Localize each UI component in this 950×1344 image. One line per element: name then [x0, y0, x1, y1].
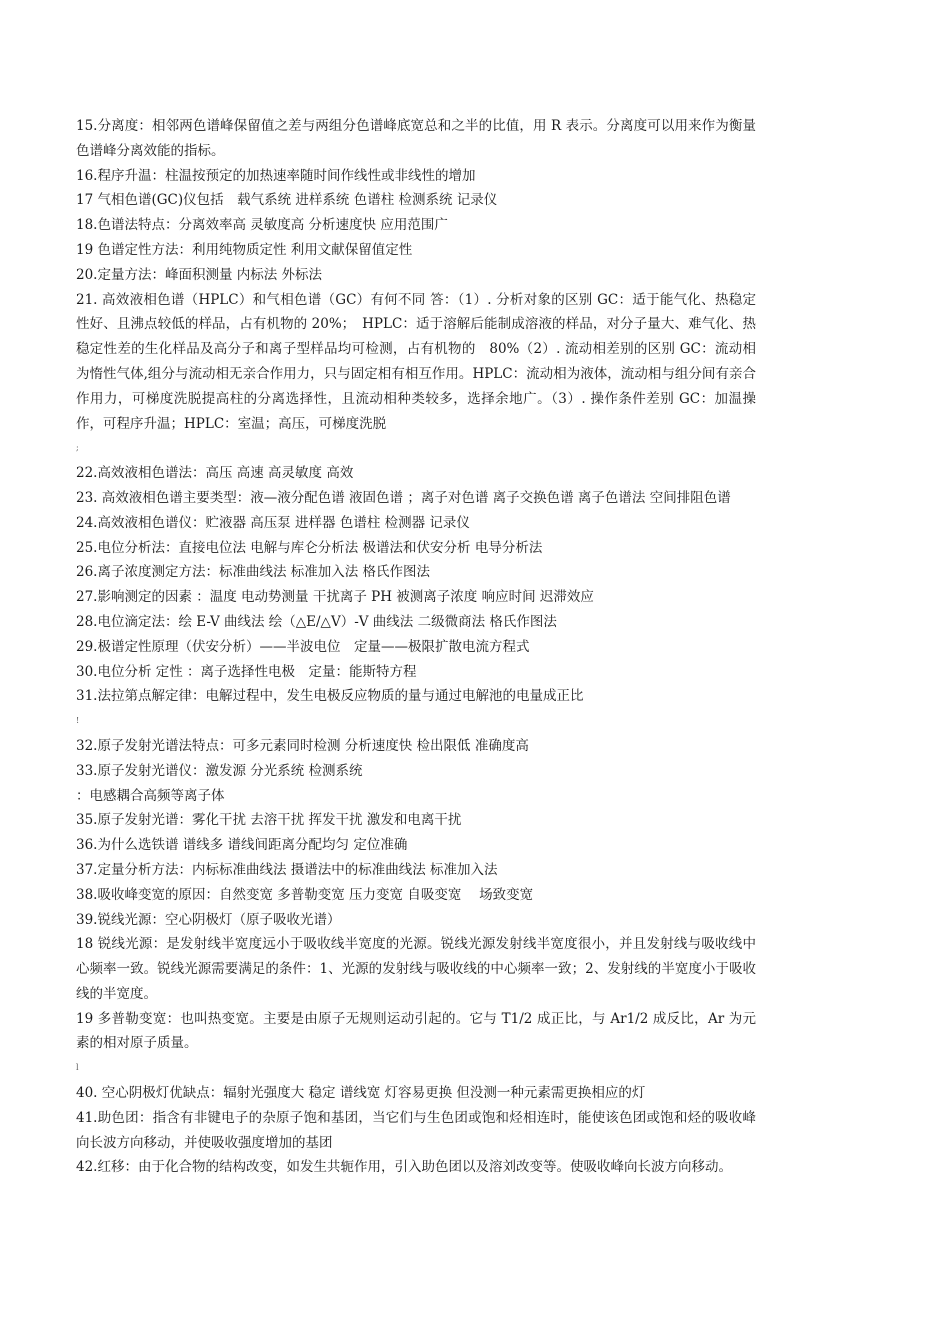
para-16: 16.程序升温：柱温按预定的加热速率随时间作线性或非线性的增加 — [76, 167, 476, 184]
para-17: 17 气相色谱(GC)仪包括 载气系统 进样系统 色谱柱 检测系统 记录仪 — [76, 192, 498, 209]
para-33: 33.原子发射光谱仪：激发源 分光系统 检测系统 — [76, 762, 363, 779]
para-41: 41.助色团：指含有非键电子的杂原子饱和基团，当它们与生色团或饱和烃相连时，能使该色团或饱和烃的吸收峰向长波方向移动，并使吸收强度增加的基团 — [76, 1109, 756, 1151]
para-20: 20.定量方法：峰面积测量 内标法 外标法 — [76, 266, 323, 283]
para-19: 19 色谱定性方法：利用纯物质定性 利用文献保留值定性 — [76, 241, 413, 258]
para-35: 35.原子发射光谱：雾化干扰 去溶干扰 挥发干扰 激发和电离干扰 — [76, 812, 462, 829]
para-31: 31.法拉第点解定律：电解过程中，发生电极反应物质的量与通过电解池的电量成正比 — [76, 688, 584, 705]
stray-mark-2: ! — [76, 716, 80, 726]
para-37: 37.定量分析方法：内标标准曲线法 摄谱法中的标准曲线法 标准加入法 — [76, 861, 498, 878]
para-30: 30.电位分析 定性 ：离子选择性电极 定量：能斯特方程 — [76, 663, 417, 680]
stray-mark-1: ; — [76, 443, 79, 453]
para-32: 32.原子发射光谱法特点：可多元素同时检测 分析速度快 检出限低 准确度高 — [76, 737, 529, 754]
para-15: 15.分离度：相邻两色谱峰保留值之差与两组分色谱峰底宽总和之半的比值，用 R 表示。分离度可以用来作为衡量色谱峰分离效能的指标。 — [76, 118, 756, 159]
para-26: 26.离子浓度测定方法：标准曲线法 标准加入法 格氏作图法 — [76, 564, 431, 581]
para-25: 25.电位分析法：直接电位法 电解与库仑分析法 极谱法和伏安分析 电导分析法 — [76, 539, 543, 556]
stray-mark-3: l — [76, 1063, 79, 1073]
para-38: 38.吸收峰变宽的原因：自然变宽 多普勒变宽 压力变宽 自吸变宽 场致变宽 — [76, 886, 534, 903]
para-34: ：电感耦合高频等离子体 — [76, 787, 225, 804]
para-40: 40. 空心阴极灯优缺点：辐射光强度大 稳定 谱线宽 灯容易更换 但没测一种元素需更换相应的灯 — [76, 1085, 646, 1102]
para-29: 29.极谱定性原理（伏安分析）——半波电位 定量——极限扩散电流方程式 — [76, 638, 530, 655]
para-28: 28.电位滴定法：绘 E-V 曲线法 绘（△E/△V）-V 曲线法 二级微商法 格氏作图法 — [76, 613, 557, 630]
para-18: 18.色谱法特点：分离效率高 灵敏度高 分析速度快 应用范围广 — [76, 217, 448, 234]
para-22: 22.高效液相色谱法：高压 高速 高灵敏度 高效 — [76, 465, 354, 482]
document-page — [76, 114, 756, 1180]
para-19b: 19 多普勒变宽：也叫热变宽。主要是由原子无规则运动引起的。它与 T1/2 成正比，与 Ar1/2 成反比，Ar 为元素的相对原子质量。 — [76, 1010, 756, 1052]
para-23: 23. 高效液相色谱主要类型：液—液分配色谱 液固色谱 ；离子对色谱 离子交换色谱 离子色谱法 空间排阻色谱 — [76, 489, 731, 506]
para-18b: 18 锐线光源：是发射线半宽度远小于吸收线半宽度的光源。锐线光源发射线半宽度很小，并且发射线与吸收线中心频率一致。锐线光源需要满足的条件：1、光源的发射线与吸收线的中心频率一致；2、发射线的半宽度小于吸收线的半宽度。 — [76, 936, 756, 1002]
para-21: 21. 高效液相色谱（HPLC）和气相色谱（GC）有何不同 答：（1）. 分析对象的区别 GC：适于能气化、热稳定性好、且沸点较低的样品，占有机物的 20%； HPLC：适于溶解后能制成溶液的样品，对分子量大、难气化、热稳定性差的生化样品及高分子和离子型样品均可检测，占有机物的 80%（2）. 流动相差别的区别 GC：流动相为惰性气体,组分与流动相无亲合作用力，只与固定相有相互作用。HPLC：流动相为液体，流动相与组分间有亲合作用力，可梯度洗脱提高柱的分离选择性，且流动相种类较多，选择余地广。（3）. 操作条件差别 GC：加温操作，可程序升温；HPLC：室温；高压，可梯度洗脱 — [76, 291, 756, 432]
para-24: 24.高效液相色谱仪：贮液器 高压泵 进样器 色谱柱 检测器 记录仪 — [76, 514, 470, 531]
para-36: 36.为什么选铁谱 谱线多 谱线间距离分配均匀 定位准确 — [76, 837, 408, 854]
para-39: 39.锐线光源：空心阴极灯（原子吸收光谱） — [76, 911, 341, 928]
para-42: 42.红移：由于化合物的结构改变，如发生共轭作用，引入助色团以及溶刘改变等。使吸收峰向长波方向移动。 — [76, 1159, 732, 1176]
para-27: 27.影响测定的因素 ：温度 电动势测量 干扰离子 PH 被测离子浓度 响应时间 迟滞效应 — [76, 589, 594, 606]
